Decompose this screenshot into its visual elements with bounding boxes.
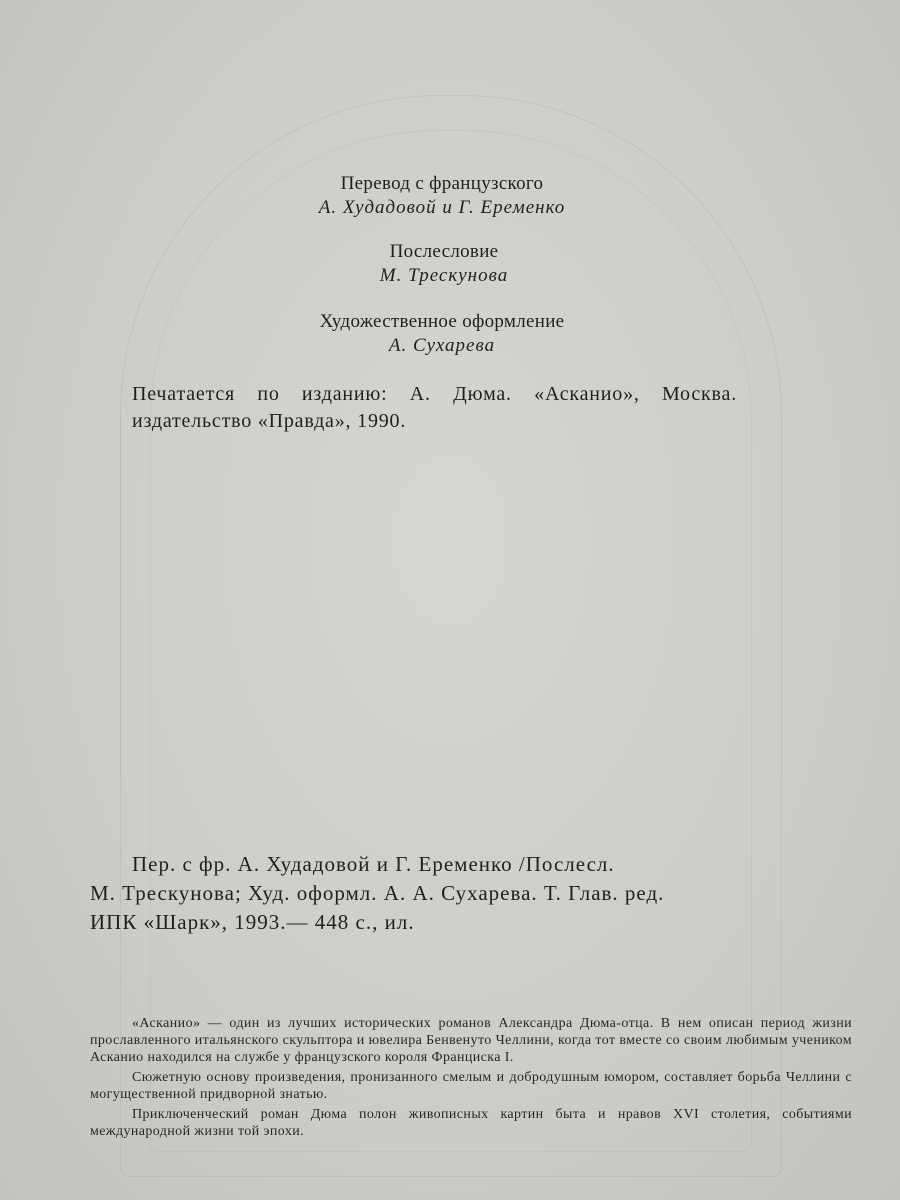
translation-role: Перевод с французского	[340, 173, 544, 194]
afterword-role: Послесловие	[389, 241, 499, 262]
book-annotation	[90, 1015, 852, 1143]
annotation-paragraph-3: Приключенческий роман Дюма полон живописных картин быта и нравов XVI столетия, событиями международной жизни той эпохи.	[90, 1107, 852, 1139]
printed-from-note: Печатается по изданию: А. Дюма. «Асканио», Москва. издательство «Правда», 1990.	[132, 383, 737, 432]
afterword-author: М. Трескунова	[379, 265, 509, 286]
bibliographic-line-2: М. Трескунова; Худ. оформл. А. А. Сухарева. Т. Глав. ред.	[90, 881, 665, 905]
designer-name: А. Сухарева	[388, 335, 496, 356]
bibliographic-line-3: ИПК «Шарк», 1993.— 448 с., ил.	[90, 910, 415, 934]
translator-names: А. Худадовой и Г. Еременко	[318, 197, 566, 218]
design-role: Художественное оформление	[319, 311, 565, 332]
design-credit	[0, 310, 892, 358]
afterword-credit	[0, 240, 894, 288]
bibliographic-record	[90, 850, 750, 937]
bibliographic-line-1: Пер. с фр. А. Худадовой и Г. Еременко /Послесл.	[132, 852, 615, 876]
annotation-paragraph-1: «Асканио» — один из лучших исторических романов Александра Дюма-отца. В нем описан период жизни прославленного итальянского скульптора и ювелира Бенвенуто Челлини, когда тот вместе со своим любимым учеником Асканио находился на службе у французского короля Франциска I.	[90, 1016, 852, 1065]
translation-credit	[0, 172, 892, 220]
annotation-paragraph-2: Сюжетную основу произведения, пронизанного смелым и добродушным юмором, составляет борьба Челлини с могущественной придворной знатью.	[90, 1070, 852, 1102]
